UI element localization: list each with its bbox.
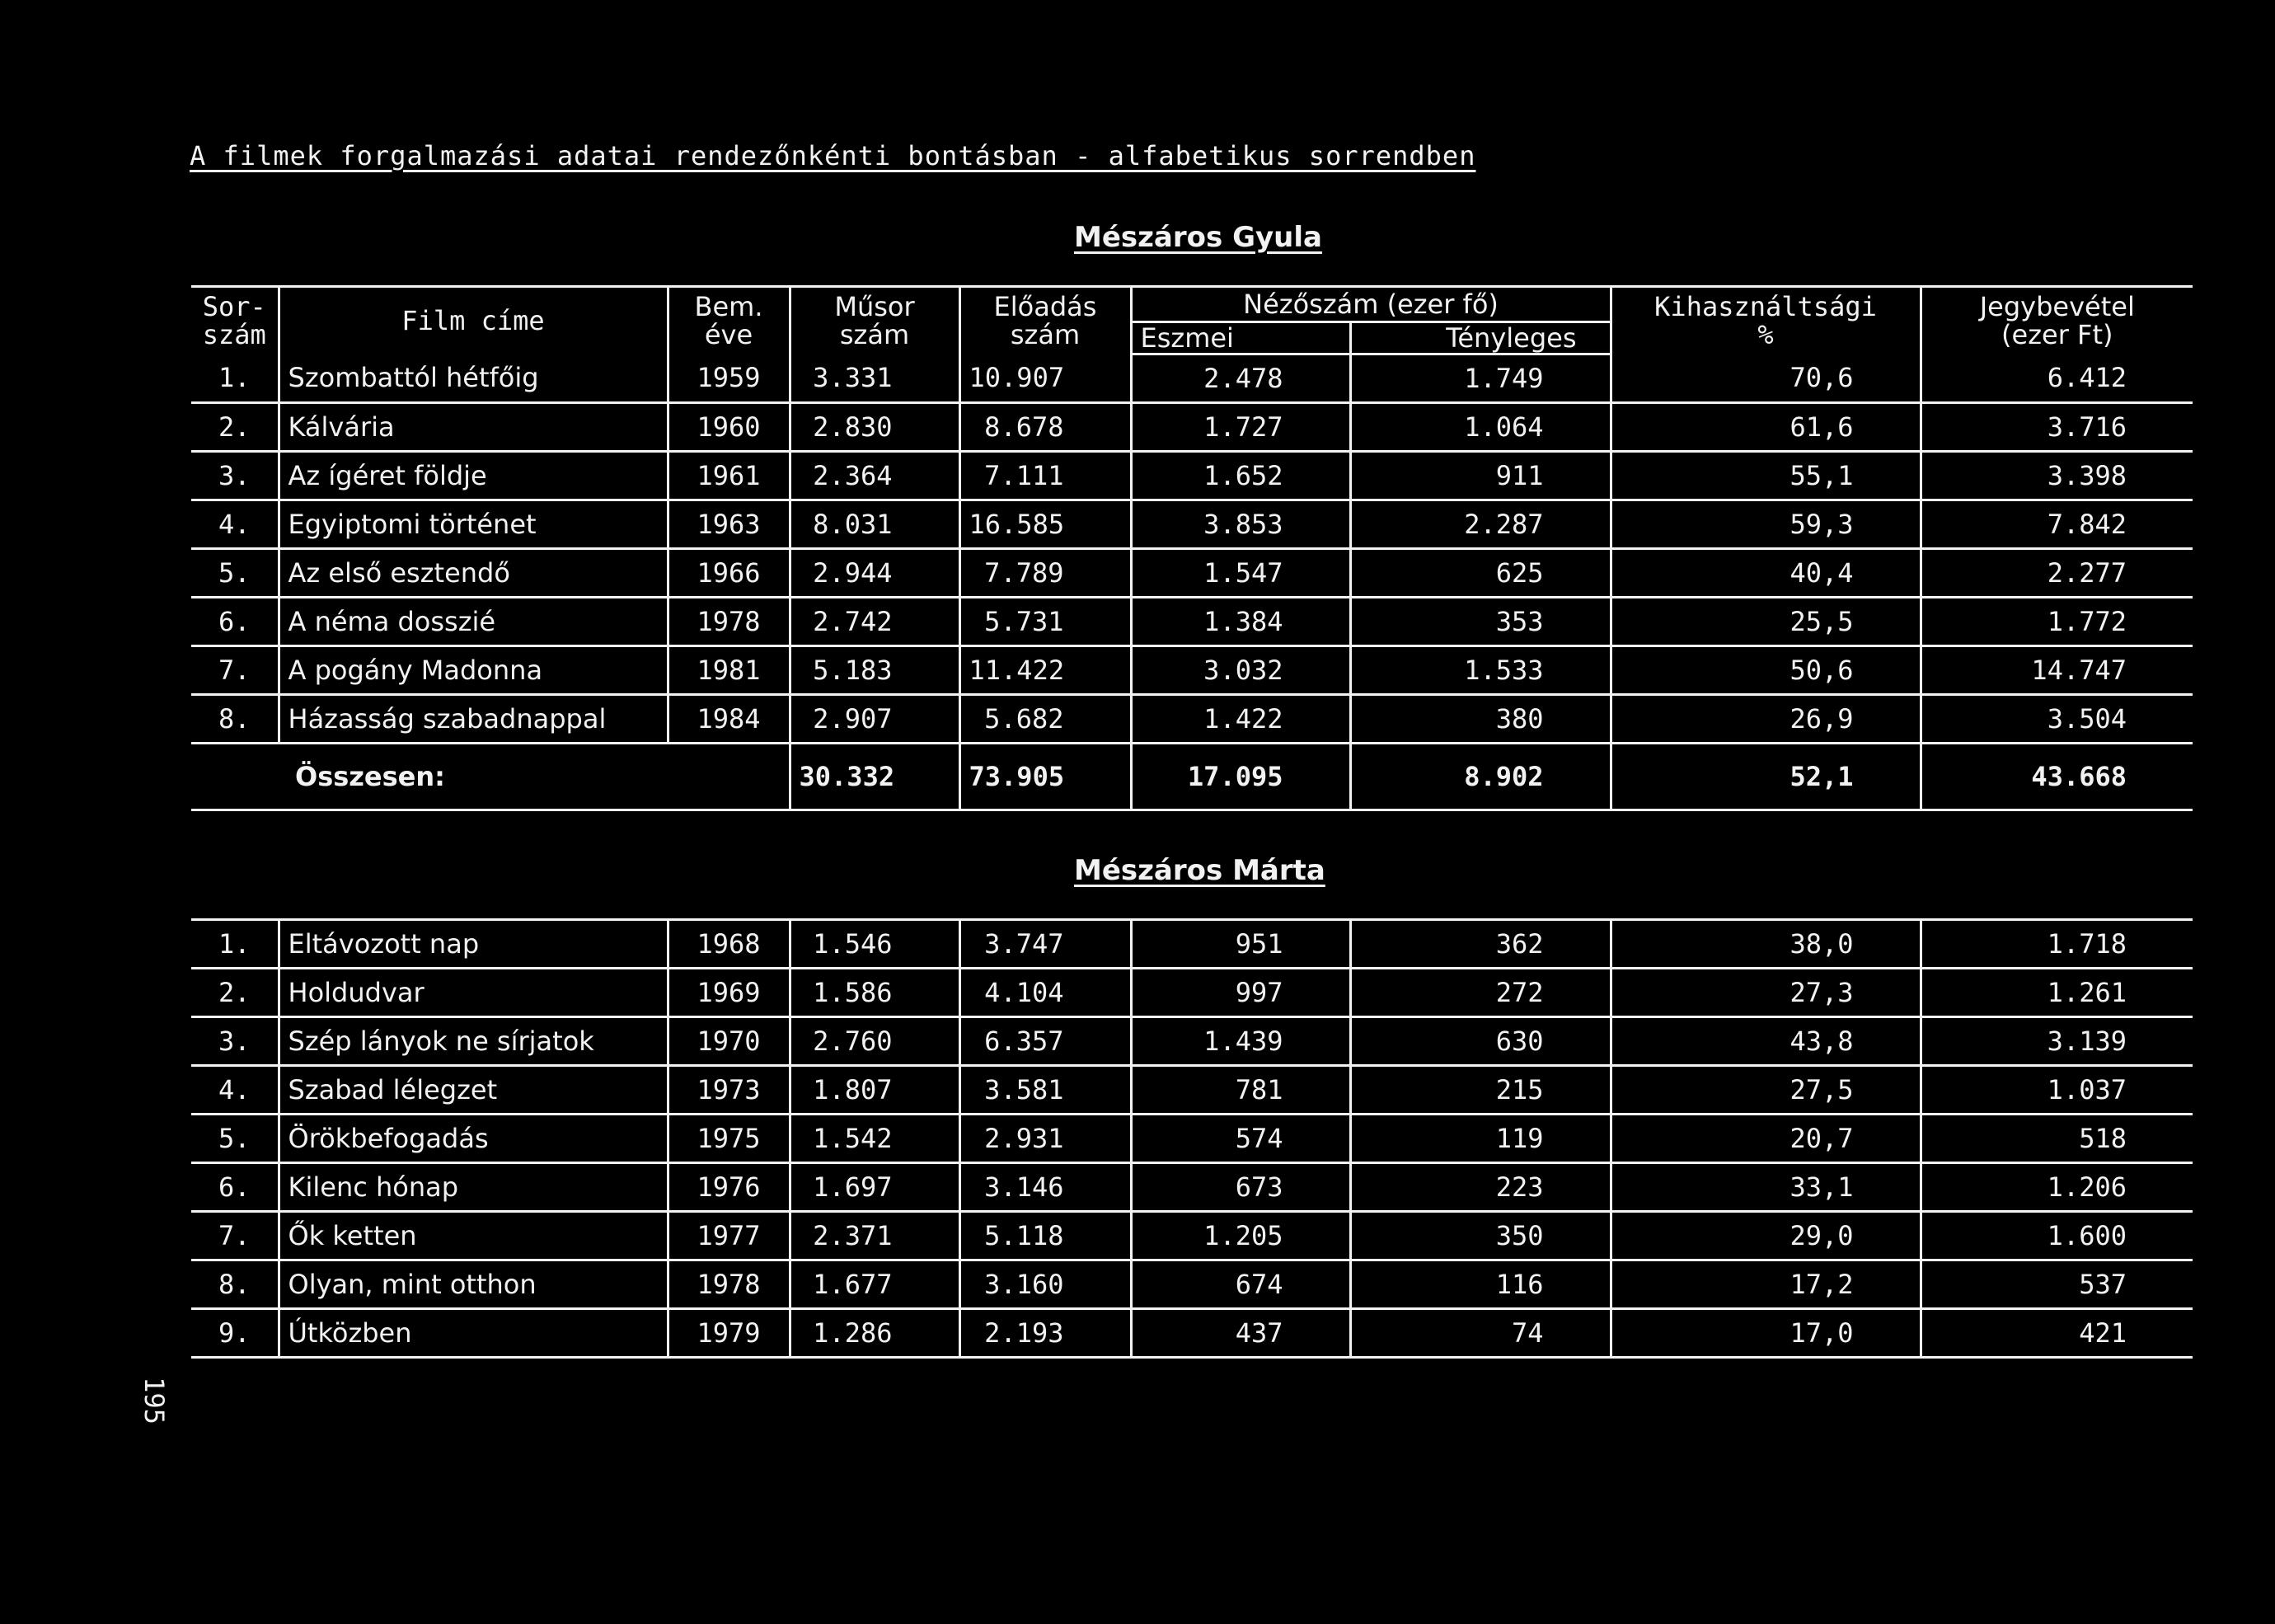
cell-eszmei: 1.384 (1131, 598, 1350, 646)
cell-year: 1981 (668, 646, 790, 695)
cell-sorszam: 5. (191, 1115, 279, 1163)
cell-tenyleges: 2.287 (1350, 500, 1611, 549)
cell-film-title: Egyiptomi történet (279, 500, 668, 549)
cell-eloadas: 2.931 (959, 1115, 1131, 1163)
cell-jegybevetel: 3.716 (1921, 403, 2193, 452)
cell-year: 1961 (668, 452, 790, 500)
cell-musor: 1.677 (790, 1260, 959, 1309)
total-kihasznaltsag: 52,1 (1611, 744, 1921, 810)
cell-sorszam: 6. (191, 598, 279, 646)
cell-sorszam: 6. (191, 1163, 279, 1212)
cell-kihasznaltsag: 43,8 (1611, 1017, 1921, 1066)
cell-kihasznaltsag: 61,6 (1611, 403, 1921, 452)
cell-kihasznaltsag: 33,1 (1611, 1163, 1921, 1212)
cell-year: 1977 (668, 1212, 790, 1260)
cell-year: 1966 (668, 549, 790, 598)
table-row (191, 1066, 2193, 1115)
cell-tenyleges: 630 (1350, 1017, 1611, 1066)
cell-musor: 1.546 (790, 920, 959, 969)
cell-kihasznaltsag: 27,3 (1611, 969, 1921, 1017)
cell-jegybevetel: 1.772 (1921, 598, 2193, 646)
cell-sorszam: 9. (191, 1309, 279, 1358)
cell-eloadas: 11.422 (959, 646, 1131, 695)
cell-eloadas: 3.160 (959, 1260, 1131, 1309)
cell-eszmei: 1.652 (1131, 452, 1350, 500)
table-meszaros-marta (191, 918, 2193, 1359)
cell-musor: 1.697 (790, 1163, 959, 1212)
cell-eloadas: 10.907 (959, 354, 1131, 403)
cell-jegybevetel: 421 (1921, 1309, 2193, 1358)
cell-jegybevetel: 3.504 (1921, 695, 2193, 744)
cell-eloadas: 5.682 (959, 695, 1131, 744)
table-row (191, 1260, 2193, 1309)
cell-film-title: Kilenc hónap (279, 1163, 668, 1212)
cell-sorszam: 1. (191, 354, 279, 403)
table-row (191, 646, 2193, 695)
cell-musor: 2.364 (790, 452, 959, 500)
cell-eszmei: 437 (1131, 1309, 1350, 1358)
cell-sorszam: 4. (191, 1066, 279, 1115)
cell-jegybevetel: 3.398 (1921, 452, 2193, 500)
cell-musor: 2.742 (790, 598, 959, 646)
cell-sorszam: 8. (191, 1260, 279, 1309)
cell-musor: 1.542 (790, 1115, 959, 1163)
cell-eloadas: 7.789 (959, 549, 1131, 598)
cell-year: 1984 (668, 695, 790, 744)
cell-eszmei: 673 (1131, 1163, 1350, 1212)
cell-film-title: Házasság szabadnappal (279, 695, 668, 744)
page-number: 195 (138, 1377, 170, 1425)
cell-eszmei: 574 (1131, 1115, 1350, 1163)
cell-year: 1975 (668, 1115, 790, 1163)
cell-eloadas: 7.111 (959, 452, 1131, 500)
table-row (191, 1309, 2193, 1358)
table-row (191, 452, 2193, 500)
cell-sorszam: 1. (191, 920, 279, 969)
cell-year: 1970 (668, 1017, 790, 1066)
cell-eloadas: 3.581 (959, 1066, 1131, 1115)
cell-jegybevetel: 3.139 (1921, 1017, 2193, 1066)
cell-eloadas: 5.118 (959, 1212, 1131, 1260)
cell-kihasznaltsag: 59,3 (1611, 500, 1921, 549)
cell-film-title: Szép lányok ne sírjatok (279, 1017, 668, 1066)
cell-tenyleges: 272 (1350, 969, 1611, 1017)
cell-jegybevetel: 1.600 (1921, 1212, 2193, 1260)
table-row (191, 1163, 2193, 1212)
cell-tenyleges: 380 (1350, 695, 1611, 744)
table-row (191, 500, 2193, 549)
cell-eloadas: 2.193 (959, 1309, 1131, 1358)
cell-film-title: Olyan, mint otthon (279, 1260, 668, 1309)
cell-eszmei: 3.853 (1131, 500, 1350, 549)
cell-musor: 3.331 (790, 354, 959, 403)
cell-tenyleges: 362 (1350, 920, 1611, 969)
cell-film-title: A néma dosszié (279, 598, 668, 646)
cell-tenyleges: 353 (1350, 598, 1611, 646)
cell-eszmei: 1.422 (1131, 695, 1350, 744)
cell-film-title: Holdudvar (279, 969, 668, 1017)
cell-jegybevetel: 14.747 (1921, 646, 2193, 695)
cell-tenyleges: 119 (1350, 1115, 1611, 1163)
cell-jegybevetel: 2.277 (1921, 549, 2193, 598)
total-jegybevetel: 43.668 (1921, 744, 2193, 810)
table-meszaros-gyula (191, 285, 2193, 811)
cell-tenyleges: 215 (1350, 1066, 1611, 1115)
table-row (191, 695, 2193, 744)
cell-sorszam: 5. (191, 549, 279, 598)
total-eloadas: 73.905 (959, 744, 1131, 810)
section-title-meszaros-marta: Mészáros Márta (1074, 854, 1325, 887)
cell-film-title: Az első esztendő (279, 549, 668, 598)
cell-eloadas: 16.585 (959, 500, 1131, 549)
cell-eszmei: 997 (1131, 969, 1350, 1017)
header-eloadas: Előadás szám (959, 287, 1131, 354)
cell-sorszam: 2. (191, 969, 279, 1017)
cell-film-title: Szabad lélegzet (279, 1066, 668, 1115)
table-row (191, 920, 2193, 969)
cell-year: 1979 (668, 1309, 790, 1358)
cell-kihasznaltsag: 26,9 (1611, 695, 1921, 744)
header-bem: Bem. éve (668, 287, 790, 354)
cell-sorszam: 3. (191, 452, 279, 500)
cell-kihasznaltsag: 17,2 (1611, 1260, 1921, 1309)
cell-jegybevetel: 1.206 (1921, 1163, 2193, 1212)
cell-eloadas: 6.357 (959, 1017, 1131, 1066)
header-eszmei: Eszmei (1131, 322, 1350, 354)
cell-musor: 1.286 (790, 1309, 959, 1358)
cell-eszmei: 1.205 (1131, 1212, 1350, 1260)
cell-sorszam: 8. (191, 695, 279, 744)
cell-eszmei: 2.478 (1131, 354, 1350, 403)
cell-eszmei: 951 (1131, 920, 1350, 969)
cell-jegybevetel: 518 (1921, 1115, 2193, 1163)
total-row (191, 744, 2193, 810)
cell-eszmei: 781 (1131, 1066, 1350, 1115)
cell-film-title: A pogány Madonna (279, 646, 668, 695)
cell-sorszam: 7. (191, 646, 279, 695)
cell-eloadas: 3.747 (959, 920, 1131, 969)
cell-sorszam: 3. (191, 1017, 279, 1066)
cell-kihasznaltsag: 70,6 (1611, 354, 1921, 403)
cell-tenyleges: 74 (1350, 1309, 1611, 1358)
cell-musor: 2.371 (790, 1212, 959, 1260)
cell-eloadas: 4.104 (959, 969, 1131, 1017)
cell-eloadas: 3.146 (959, 1163, 1131, 1212)
cell-musor: 2.944 (790, 549, 959, 598)
table-row (191, 1115, 2193, 1163)
cell-musor: 2.830 (790, 403, 959, 452)
cell-year: 1976 (668, 1163, 790, 1212)
cell-eszmei: 3.032 (1131, 646, 1350, 695)
cell-tenyleges: 223 (1350, 1163, 1611, 1212)
table-row (191, 969, 2193, 1017)
cell-tenyleges: 625 (1350, 549, 1611, 598)
cell-jegybevetel: 1.037 (1921, 1066, 2193, 1115)
cell-sorszam: 7. (191, 1212, 279, 1260)
cell-film-title: Kálvária (279, 403, 668, 452)
cell-year: 1978 (668, 1260, 790, 1309)
cell-musor: 2.907 (790, 695, 959, 744)
table-row (191, 549, 2193, 598)
cell-tenyleges: 1.064 (1350, 403, 1611, 452)
cell-eszmei: 1.727 (1131, 403, 1350, 452)
cell-year: 1960 (668, 403, 790, 452)
cell-musor: 1.807 (790, 1066, 959, 1115)
cell-eloadas: 8.678 (959, 403, 1131, 452)
cell-eszmei: 674 (1131, 1260, 1350, 1309)
cell-kihasznaltsag: 25,5 (1611, 598, 1921, 646)
cell-kihasznaltsag: 55,1 (1611, 452, 1921, 500)
total-label: Összesen: (191, 744, 790, 810)
cell-kihasznaltsag: 27,5 (1611, 1066, 1921, 1115)
header-kihasznaltsag: Kihasználtsági % (1611, 287, 1921, 354)
cell-tenyleges: 911 (1350, 452, 1611, 500)
page-title: A filmek forgalmazási adatai rendezőnkénti bontásban - alfabetikus sorrendben (190, 140, 1476, 171)
cell-film-title: Ők ketten (279, 1212, 668, 1260)
cell-eszmei: 1.547 (1131, 549, 1350, 598)
cell-film-title: Útközben (279, 1309, 668, 1358)
cell-sorszam: 4. (191, 500, 279, 549)
total-musor: 30.332 (790, 744, 959, 810)
cell-year: 1968 (668, 920, 790, 969)
table-row (191, 403, 2193, 452)
total-tenyleges: 8.902 (1350, 744, 1611, 810)
cell-musor: 5.183 (790, 646, 959, 695)
cell-musor: 2.760 (790, 1017, 959, 1066)
cell-tenyleges: 350 (1350, 1212, 1611, 1260)
cell-eszmei: 1.439 (1131, 1017, 1350, 1066)
cell-sorszam: 2. (191, 403, 279, 452)
cell-tenyleges: 1.749 (1350, 354, 1611, 403)
table-row (191, 598, 2193, 646)
cell-kihasznaltsag: 40,4 (1611, 549, 1921, 598)
cell-film-title: Eltávozott nap (279, 920, 668, 969)
cell-jegybevetel: 537 (1921, 1260, 2193, 1309)
table-row (191, 354, 2193, 403)
cell-kihasznaltsag: 17,0 (1611, 1309, 1921, 1358)
header-film: Film címe (279, 287, 668, 354)
cell-year: 1969 (668, 969, 790, 1017)
cell-eloadas: 5.731 (959, 598, 1131, 646)
cell-jegybevetel: 1.261 (1921, 969, 2193, 1017)
table-row (191, 1017, 2193, 1066)
total-eszmei: 17.095 (1131, 744, 1350, 810)
cell-jegybevetel: 6.412 (1921, 354, 2193, 403)
header-jegybevetel: Jegybevétel (ezer Ft) (1921, 287, 2193, 354)
cell-year: 1973 (668, 1066, 790, 1115)
header-sorszam: Sor- szám (191, 287, 279, 354)
cell-year: 1978 (668, 598, 790, 646)
cell-musor: 8.031 (790, 500, 959, 549)
cell-musor: 1.586 (790, 969, 959, 1017)
cell-kihasznaltsag: 20,7 (1611, 1115, 1921, 1163)
header-tenyleges: Tényleges (1350, 322, 1611, 354)
cell-film-title: Szombattól hétfőig (279, 354, 668, 403)
section-title-meszaros-gyula: Mészáros Gyula (1074, 221, 1322, 254)
cell-year: 1959 (668, 354, 790, 403)
cell-year: 1963 (668, 500, 790, 549)
cell-jegybevetel: 1.718 (1921, 920, 2193, 969)
cell-kihasznaltsag: 50,6 (1611, 646, 1921, 695)
cell-film-title: Az ígéret földje (279, 452, 668, 500)
cell-film-title: Örökbefogadás (279, 1115, 668, 1163)
table-row (191, 1212, 2193, 1260)
header-nezoszam: Nézőszám (ezer fő) (1131, 287, 1611, 322)
cell-jegybevetel: 7.842 (1921, 500, 2193, 549)
cell-tenyleges: 1.533 (1350, 646, 1611, 695)
cell-kihasznaltsag: 29,0 (1611, 1212, 1921, 1260)
header-musor: Műsor szám (790, 287, 959, 354)
cell-kihasznaltsag: 38,0 (1611, 920, 1921, 969)
cell-tenyleges: 116 (1350, 1260, 1611, 1309)
